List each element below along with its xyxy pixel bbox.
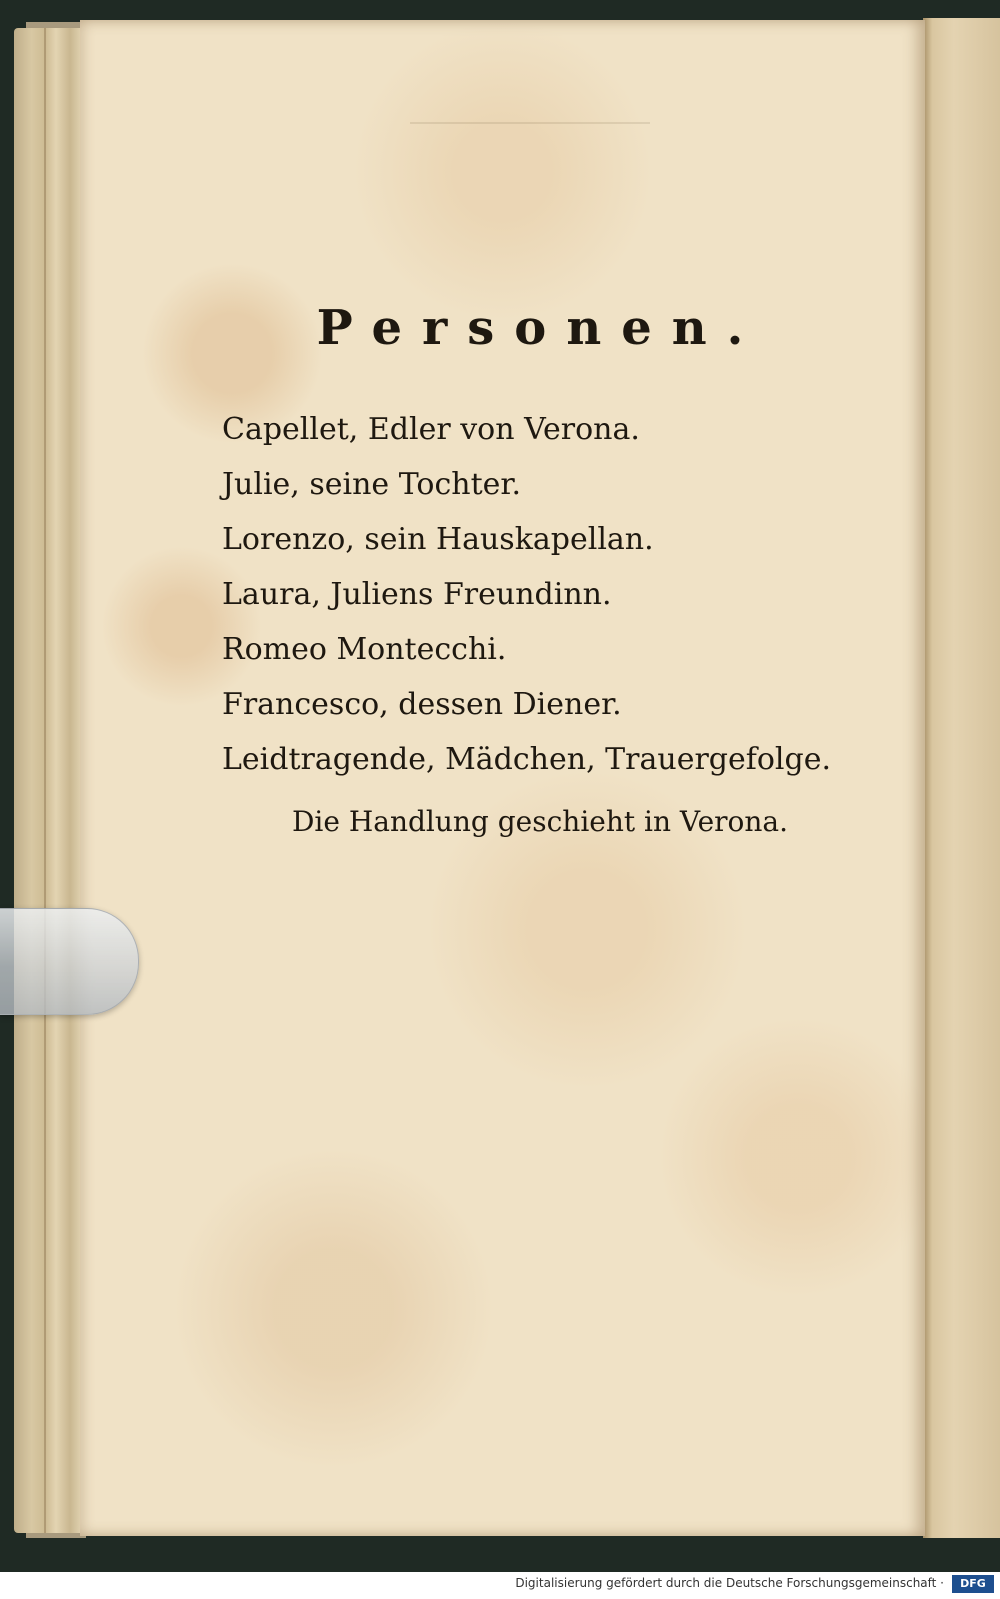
- show-through-rule: [410, 122, 650, 124]
- cast-item: Lorenzo, sein Hauskapellan.: [222, 522, 654, 557]
- page-clip: [0, 908, 139, 1015]
- cast-item: Romeo Montecchi.: [222, 632, 507, 667]
- cast-item: Laura, Juliens Freundinn.: [222, 577, 612, 612]
- funding-note: Digitalisierung gefördert durch die Deutsche Forschungsgemeinschaft ·: [515, 1576, 944, 1590]
- cast-item: Julie, seine Tochter.: [222, 467, 521, 502]
- dfg-logo-icon: DFG: [952, 1575, 994, 1593]
- cast-item: Francesco, dessen Diener.: [222, 687, 622, 722]
- page-heading: Personen.: [316, 300, 764, 356]
- setting-note: Die Handlung geschieht in Verona.: [291, 805, 789, 838]
- footer-bar: [0, 1572, 1000, 1599]
- cast-item: Leidtragende, Mädchen, Trauergefolge.: [222, 742, 832, 777]
- cast-list: [222, 402, 872, 787]
- page-stack-edges: [14, 28, 84, 1533]
- next-page-edge: [923, 18, 1000, 1538]
- cast-item: Capellet, Edler von Verona.: [222, 412, 640, 447]
